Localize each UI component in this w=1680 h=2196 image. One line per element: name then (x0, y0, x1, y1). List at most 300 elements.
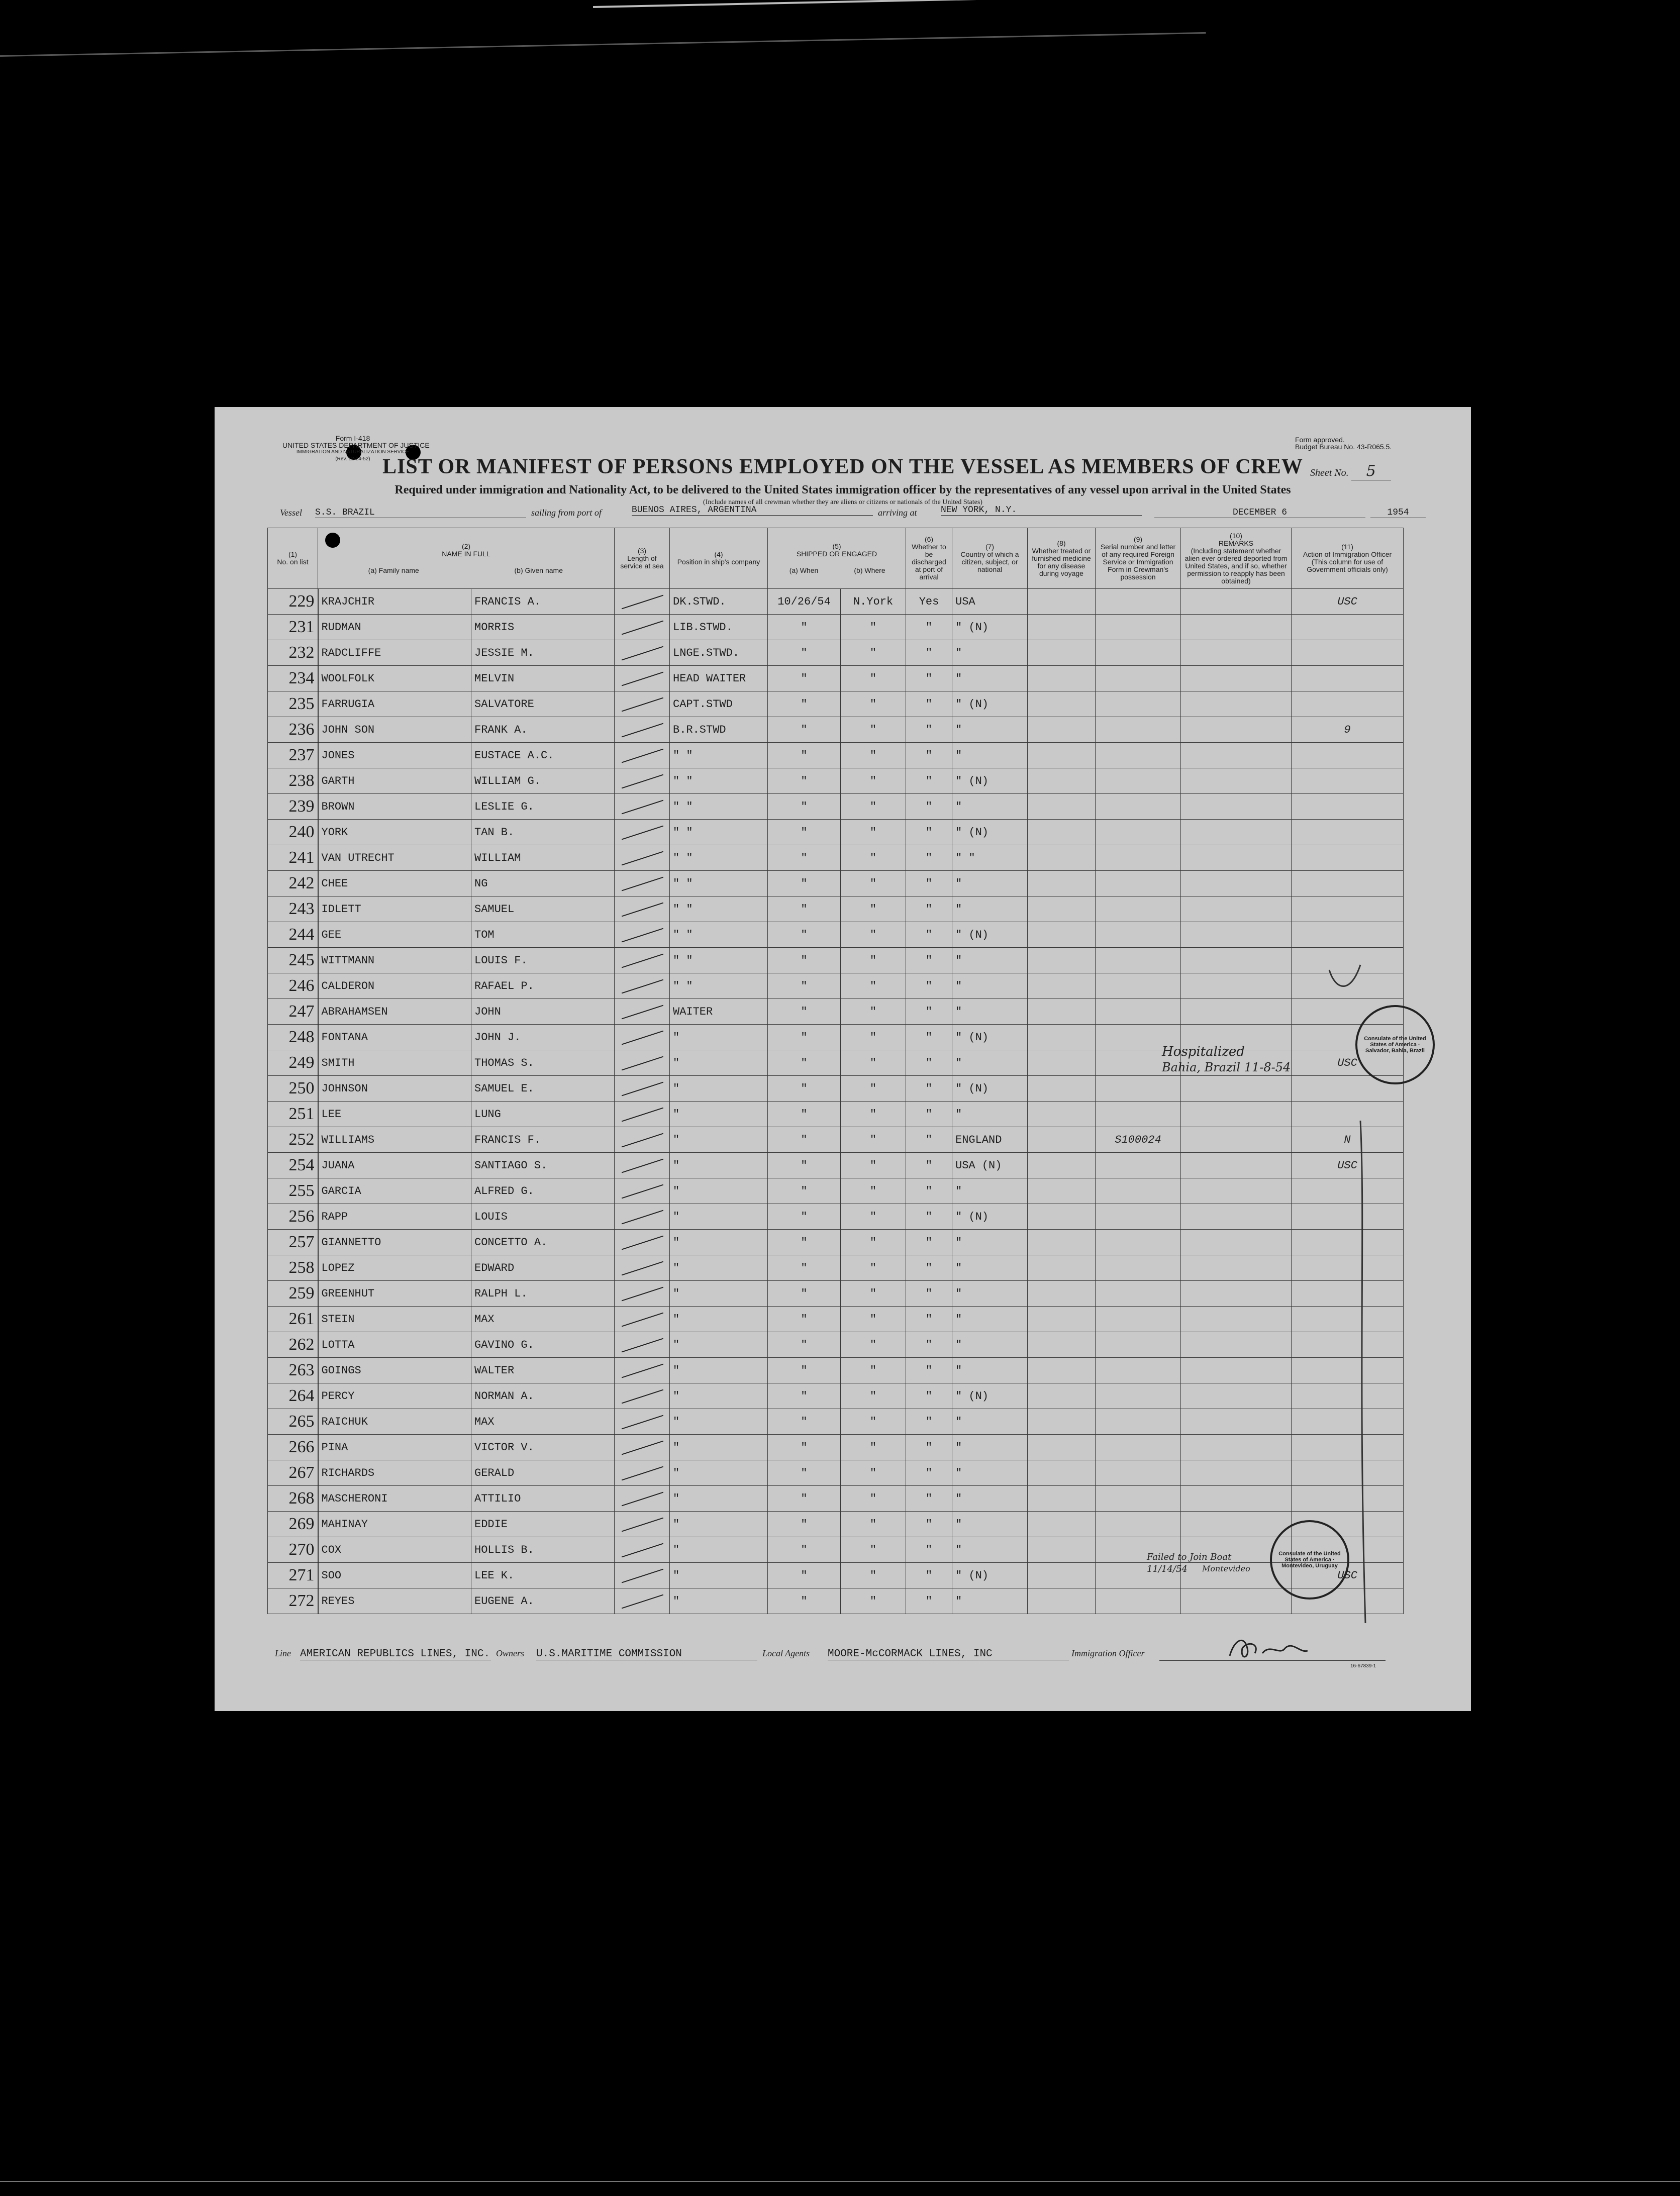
shipped-when-cell: " (768, 1281, 841, 1307)
given-name-cell: RALPH L. (471, 1281, 615, 1307)
action-cell: N (1292, 1127, 1404, 1153)
family-name-cell: RADCLIFFE (318, 640, 471, 666)
table-header-row (268, 528, 1404, 589)
medicine-cell (1028, 1102, 1096, 1127)
shipped-where-cell: " (841, 768, 906, 794)
shipped-when-cell: " (768, 640, 841, 666)
discharged-cell: " (906, 1127, 952, 1153)
remarks-cell (1181, 896, 1292, 922)
action-check-line (1355, 1121, 1375, 1623)
page-title: LIST OR MANIFEST OF PERSONS EMPLOYED ON THE VESSEL AS MEMBERS OF CREW (382, 455, 1303, 478)
discharged-cell: " (906, 615, 952, 640)
position-cell: " " (670, 973, 768, 999)
row-number-cell: 252 (268, 1127, 318, 1153)
row-number-cell: 245 (268, 948, 318, 973)
discharged-cell: " (906, 1435, 952, 1460)
serial-number-cell (1096, 794, 1181, 820)
length-of-service-cell (615, 1512, 670, 1537)
serial-number-cell (1096, 691, 1181, 717)
medicine-cell (1028, 717, 1096, 743)
family-name-cell: MAHINAY (318, 1512, 471, 1537)
position-cell: " (670, 1025, 768, 1050)
position-cell: B.R.STWD (670, 717, 768, 743)
given-name-cell: EUGENE A. (471, 1588, 615, 1614)
action-check-mark (1325, 960, 1365, 1000)
action-cell (1292, 691, 1404, 717)
length-of-service-cell (615, 820, 670, 845)
position-cell: " " (670, 871, 768, 896)
country-cell: " (N) (952, 768, 1028, 794)
row-number-cell: 239 (268, 794, 318, 820)
table-row (268, 948, 1404, 973)
sailing-label: sailing from port of (531, 508, 602, 518)
given-name-cell: JOHN (471, 999, 615, 1025)
shipped-when-cell: " (768, 1332, 841, 1358)
country-cell: " (952, 1537, 1028, 1563)
discharged-cell: " (906, 1255, 952, 1281)
length-of-service-cell (615, 615, 670, 640)
table-row (268, 896, 1404, 922)
shipped-when-cell: " (768, 1050, 841, 1076)
shipped-when-cell: " (768, 896, 841, 922)
shipped-where-cell: " (841, 1127, 906, 1153)
table-row (268, 615, 1404, 640)
discharged-cell: " (906, 1486, 952, 1512)
serial-number-cell (1096, 666, 1181, 691)
discharged-cell: " (906, 717, 952, 743)
table-row (268, 691, 1404, 717)
col-serial-header: (9) Serial number and letter of any required Foreign Service or Immigration Form in Crewman's possession (1096, 528, 1181, 589)
shipped-where-cell: " (841, 1358, 906, 1383)
remarks-cell (1181, 743, 1292, 768)
remarks-cell (1181, 1102, 1292, 1127)
shipped-where-cell: " (841, 1563, 906, 1588)
line-label: Line (275, 1648, 291, 1658)
row-number-cell: 250 (268, 1076, 318, 1102)
action-cell (1292, 666, 1404, 691)
serial-number-cell (1096, 820, 1181, 845)
country-cell: " (952, 1460, 1028, 1486)
table-row (268, 820, 1404, 845)
agents-value: MOORE-McCORMACK LINES, INC (828, 1648, 1069, 1660)
action-cell (1292, 1230, 1404, 1255)
form-approval (1295, 436, 1392, 450)
table-row (268, 1281, 1404, 1307)
discharged-cell: " (906, 871, 952, 896)
sheet-value: 5 (1351, 462, 1391, 480)
shipped-when-cell: " (768, 717, 841, 743)
col-remarks-header: (10) REMARKS (Including statement whether alien ever ordered deported from United States, and if so, whether permission to reapply has been obtained) (1181, 528, 1292, 589)
form-number: Form I-418 (335, 434, 370, 442)
position-cell: " (670, 1435, 768, 1460)
discharged-cell: " (906, 973, 952, 999)
country-cell: " (952, 1281, 1028, 1307)
medicine-cell (1028, 1255, 1096, 1281)
col-discharged-header: (6) Whether to be discharged at port of arrival (906, 528, 952, 589)
family-name-cell: SOO (318, 1563, 471, 1588)
row-number-cell: 249 (268, 1050, 318, 1076)
family-name-cell: SMITH (318, 1050, 471, 1076)
row-number-cell: 241 (268, 845, 318, 871)
arrival-port: NEW YORK, N.Y. (941, 505, 1142, 516)
family-name-cell: YORK (318, 820, 471, 845)
shipped-when-cell: " (768, 1178, 841, 1204)
action-cell (1292, 1435, 1404, 1460)
family-name-cell: FONTANA (318, 1025, 471, 1050)
serial-number-cell (1096, 640, 1181, 666)
table-row (268, 1460, 1404, 1486)
discharged-cell: " (906, 1563, 952, 1588)
medicine-cell (1028, 948, 1096, 973)
table-row (268, 1153, 1404, 1178)
medicine-cell (1028, 1512, 1096, 1537)
length-of-service-cell (615, 691, 670, 717)
shipped-where-cell: " (841, 922, 906, 948)
table-row (268, 743, 1404, 768)
country-cell: " (952, 1050, 1028, 1076)
discharged-cell: " (906, 1383, 952, 1409)
table-row (268, 973, 1404, 999)
officer-label: Immigration Officer (1071, 1648, 1145, 1658)
discharged-cell: " (906, 948, 952, 973)
row-number-cell: 268 (268, 1486, 318, 1512)
remarks-cell (1181, 871, 1292, 896)
shipped-where-cell: " (841, 820, 906, 845)
remarks-cell (1181, 1486, 1292, 1512)
serial-number-cell (1096, 1435, 1181, 1460)
remarks-cell (1181, 1588, 1292, 1614)
medicine-cell (1028, 666, 1096, 691)
country-cell: " (952, 973, 1028, 999)
serial-number-cell (1096, 1588, 1181, 1614)
serial-number-cell (1096, 1255, 1181, 1281)
serial-number-cell (1096, 973, 1181, 999)
shipped-where-cell: " (841, 1537, 906, 1563)
row-number-cell: 242 (268, 871, 318, 896)
table-row (268, 1230, 1404, 1255)
given-name-cell: WALTER (471, 1358, 615, 1383)
family-name-cell: IDLETT (318, 896, 471, 922)
country-cell: " (952, 1435, 1028, 1460)
discharged-cell: " (906, 1076, 952, 1102)
serial-number-cell (1096, 1178, 1181, 1204)
given-name-cell: FRANK A. (471, 717, 615, 743)
family-name-cell: GARTH (318, 768, 471, 794)
shipped-when-cell: " (768, 1486, 841, 1512)
crew-table-body (268, 589, 1404, 1614)
shipped-when-cell: " (768, 743, 841, 768)
serial-number-cell: S100024 (1096, 1127, 1181, 1153)
subnote: (Include names of all crewman whether they are aliens or citizens or nationals of the United States) (703, 498, 982, 506)
discharged-cell: " (906, 640, 952, 666)
position-cell: " (670, 1383, 768, 1409)
shipped-when-cell: " (768, 1460, 841, 1486)
action-cell: USC (1292, 589, 1404, 615)
shipped-where-cell: " (841, 871, 906, 896)
given-name-cell: CONCETTO A. (471, 1230, 615, 1255)
vessel-label: Vessel (280, 508, 302, 518)
length-of-service-cell (615, 1281, 670, 1307)
row-number-cell: 265 (268, 1409, 318, 1435)
medicine-cell (1028, 691, 1096, 717)
position-cell: " (670, 1204, 768, 1230)
action-cell (1292, 794, 1404, 820)
remarks-cell (1181, 666, 1292, 691)
medicine-cell (1028, 999, 1096, 1025)
family-name-cell: WILLIAMS (318, 1127, 471, 1153)
shipped-where-cell: " (841, 1588, 906, 1614)
length-of-service-cell (615, 1563, 670, 1588)
shipped-where-cell: " (841, 1153, 906, 1178)
remarks-cell (1181, 1255, 1292, 1281)
country-cell: " (952, 1486, 1028, 1512)
manifest-sheet (215, 407, 1471, 1711)
position-cell: LNGE.STWD. (670, 640, 768, 666)
table-row (268, 1512, 1404, 1537)
remarks-cell (1181, 1332, 1292, 1358)
shipped-where-cell: " (841, 1025, 906, 1050)
action-cell (1292, 1255, 1404, 1281)
serial-number-cell (1096, 1230, 1181, 1255)
shipped-where-cell: " (841, 1102, 906, 1127)
action-cell (1292, 820, 1404, 845)
length-of-service-cell (615, 666, 670, 691)
family-name-cell: LOPEZ (318, 1255, 471, 1281)
discharged-cell: " (906, 1281, 952, 1307)
failed-date: 11/14/54 (1147, 1564, 1188, 1574)
col-medicine-header: (8) Whether treated or furnished medicine for any disease during voyage (1028, 528, 1096, 589)
row-number-cell: 231 (268, 615, 318, 640)
action-cell (1292, 1383, 1404, 1409)
given-name-cell: VICTOR V. (471, 1435, 615, 1460)
action-cell (1292, 896, 1404, 922)
given-name-cell: GERALD (471, 1460, 615, 1486)
shipped-where-cell: " (841, 1460, 906, 1486)
position-cell: " (670, 1537, 768, 1563)
given-name-cell: SALVATORE (471, 691, 615, 717)
medicine-cell (1028, 1153, 1096, 1178)
scan-edge-line (0, 2181, 1680, 2182)
length-of-service-cell (615, 896, 670, 922)
shipped-where-cell: " (841, 1178, 906, 1204)
line-value: AMERICAN REPUBLICS LINES, INC. (300, 1648, 490, 1660)
col-name-header: (2) NAME IN FULL (a) Family name (b) Given name (318, 528, 615, 589)
family-name-cell: JOHN SON (318, 717, 471, 743)
given-name-cell: FRANCIS F. (471, 1127, 615, 1153)
col-no-header: (1) No. on list (268, 528, 318, 589)
discharged-cell: " (906, 1409, 952, 1435)
family-name-cell: WOOLFOLK (318, 666, 471, 691)
remarks-cell (1181, 1512, 1292, 1537)
failed-note: Failed to Join Boat (1147, 1552, 1232, 1562)
length-of-service-cell (615, 640, 670, 666)
length-of-service-cell (615, 1255, 670, 1281)
given-name-cell: TOM (471, 922, 615, 948)
position-cell: HEAD WAITER (670, 666, 768, 691)
row-number-cell: 262 (268, 1332, 318, 1358)
serial-number-cell (1096, 1460, 1181, 1486)
arrival-date: DECEMBER 6 (1154, 508, 1365, 518)
position-cell: " " (670, 845, 768, 871)
serial-number-cell (1096, 1409, 1181, 1435)
scan-edge-line (593, 0, 1598, 8)
length-of-service-cell (615, 1383, 670, 1409)
row-number-cell: 244 (268, 922, 318, 948)
serial-number-cell (1096, 845, 1181, 871)
remarks-cell (1181, 1281, 1292, 1307)
row-number-cell: 269 (268, 1512, 318, 1537)
given-name-cell: THOMAS S. (471, 1050, 615, 1076)
bahia-note: Bahia, Brazil 11-8-54 (1162, 1060, 1291, 1074)
action-cell (1292, 845, 1404, 871)
remarks-cell (1181, 948, 1292, 973)
shipped-where-cell: " (841, 1512, 906, 1537)
arrival-year: 1954 (1370, 508, 1426, 518)
discharged-cell: " (906, 999, 952, 1025)
serial-number-cell (1096, 1281, 1181, 1307)
serial-number-cell (1096, 1486, 1181, 1512)
family-name-cell: STEIN (318, 1307, 471, 1332)
shipped-when-cell: " (768, 1435, 841, 1460)
given-name-cell: RAFAEL P. (471, 973, 615, 999)
action-cell (1292, 640, 1404, 666)
remarks-cell (1181, 1383, 1292, 1409)
shipped-where-cell: " (841, 666, 906, 691)
col-country-header: (7) Country of which a citizen, subject, or national (952, 528, 1028, 589)
table-row (268, 1178, 1404, 1204)
table-row (268, 768, 1404, 794)
row-number-cell: 257 (268, 1230, 318, 1255)
country-cell: " (952, 871, 1028, 896)
serial-number-cell (1096, 999, 1181, 1025)
family-name-cell: GREENHUT (318, 1281, 471, 1307)
discharged-cell: " (906, 691, 952, 717)
row-number-cell: 235 (268, 691, 318, 717)
action-cell: 9 (1292, 717, 1404, 743)
country-cell: " (952, 1255, 1028, 1281)
shipped-when-cell: " (768, 1588, 841, 1614)
failed-place: Montevideo (1202, 1564, 1250, 1573)
given-name-cell: WILLIAM G. (471, 768, 615, 794)
medicine-cell (1028, 1537, 1096, 1563)
medicine-cell (1028, 589, 1096, 615)
position-cell: " (670, 1307, 768, 1332)
row-number-cell: 256 (268, 1204, 318, 1230)
position-cell: " (670, 1076, 768, 1102)
table-row (268, 1435, 1404, 1460)
country-cell: " (N) (952, 615, 1028, 640)
discharged-cell: " (906, 820, 952, 845)
country-cell: " (N) (952, 922, 1028, 948)
shipped-when-cell: " (768, 948, 841, 973)
shipped-where-cell: " (841, 691, 906, 717)
country-cell: " (952, 999, 1028, 1025)
length-of-service-cell (615, 1537, 670, 1563)
given-name-cell: SAMUEL (471, 896, 615, 922)
position-cell: " (670, 1409, 768, 1435)
shipped-when-cell: " (768, 1076, 841, 1102)
col-position-header: (4) Position in ship's company (670, 528, 768, 589)
shipped-when-cell: " (768, 845, 841, 871)
serial-number-cell (1096, 1102, 1181, 1127)
shipped-where-cell: " (841, 1486, 906, 1512)
shipped-when-cell: " (768, 1153, 841, 1178)
length-of-service-cell (615, 1307, 670, 1332)
medicine-cell (1028, 1230, 1096, 1255)
discharged-cell: Yes (906, 589, 952, 615)
shipped-where-cell: " (841, 1332, 906, 1358)
position-cell: " " (670, 896, 768, 922)
family-name-cell: CALDERON (318, 973, 471, 999)
position-cell: " " (670, 743, 768, 768)
length-of-service-cell (615, 999, 670, 1025)
position-cell: " (670, 1153, 768, 1178)
table-row (268, 1588, 1404, 1614)
remarks-cell (1181, 589, 1292, 615)
table-row (268, 1358, 1404, 1383)
agents-label: Local Agents (762, 1648, 810, 1658)
family-name-cell: FARRUGIA (318, 691, 471, 717)
country-cell: " (N) (952, 1204, 1028, 1230)
budget-text: Budget Bureau No. 43-R065.5. (1295, 443, 1392, 451)
country-cell: " (952, 1178, 1028, 1204)
action-cell (1292, 1358, 1404, 1383)
medicine-cell (1028, 1050, 1096, 1076)
table-row (268, 1332, 1404, 1358)
discharged-cell: " (906, 1332, 952, 1358)
row-number-cell: 238 (268, 768, 318, 794)
shipped-where-cell: " (841, 640, 906, 666)
remarks-cell (1181, 845, 1292, 871)
country-cell: " (952, 1307, 1028, 1332)
serial-number-cell (1096, 615, 1181, 640)
given-name-cell: EDWARD (471, 1255, 615, 1281)
remarks-cell (1181, 1409, 1292, 1435)
given-name-cell: EDDIE (471, 1512, 615, 1537)
given-name-cell: LUNG (471, 1102, 615, 1127)
shipped-where-cell: " (841, 1409, 906, 1435)
shipped-where-cell: " (841, 999, 906, 1025)
discharged-cell: " (906, 1153, 952, 1178)
family-name-cell: JUANA (318, 1153, 471, 1178)
family-name-cell: KRAJCHIR (318, 589, 471, 615)
country-cell: " (N) (952, 820, 1028, 845)
serial-number-cell (1096, 1358, 1181, 1383)
discharged-cell: " (906, 743, 952, 768)
family-name-cell: GARCIA (318, 1178, 471, 1204)
position-cell: " (670, 1332, 768, 1358)
shipped-when-cell: " (768, 1102, 841, 1127)
country-cell: " (952, 1588, 1028, 1614)
position-cell: " (670, 1358, 768, 1383)
country-cell: " (N) (952, 691, 1028, 717)
row-number-cell: 237 (268, 743, 318, 768)
action-cell (1292, 1332, 1404, 1358)
table-row (268, 1127, 1404, 1153)
country-cell: USA (952, 589, 1028, 615)
position-cell: " " (670, 794, 768, 820)
medicine-cell (1028, 1332, 1096, 1358)
family-name-cell: REYES (318, 1588, 471, 1614)
position-cell: " (670, 1127, 768, 1153)
position-cell: " " (670, 820, 768, 845)
shipped-where-cell: " (841, 1383, 906, 1409)
action-cell (1292, 1178, 1404, 1204)
action-cell (1292, 871, 1404, 896)
family-name-cell: JOHNSON (318, 1076, 471, 1102)
discharged-cell: " (906, 1460, 952, 1486)
length-of-service-cell (615, 1178, 670, 1204)
